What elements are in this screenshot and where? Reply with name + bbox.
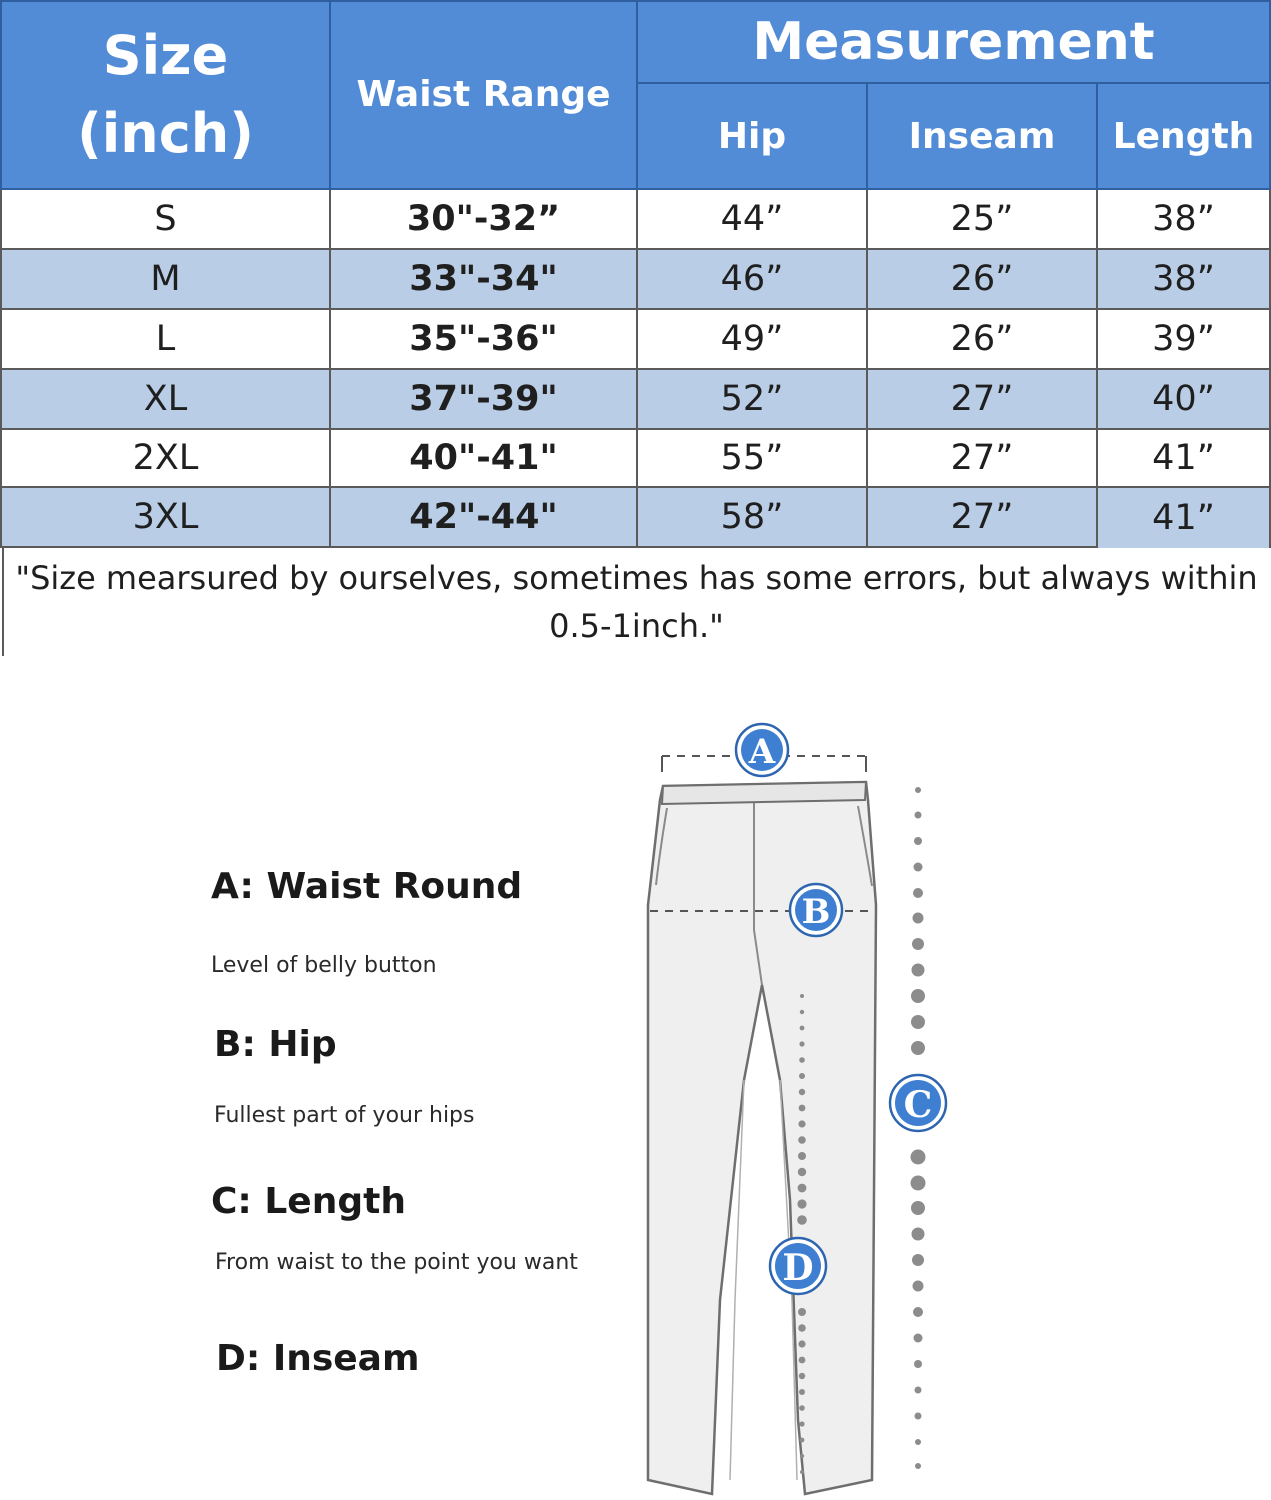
header-size-line2: (inch): [77, 102, 254, 165]
cell-waist: 40"-41": [331, 430, 638, 488]
cell-inseam: 27”: [868, 488, 1098, 548]
cell-length: 41”: [1098, 430, 1271, 488]
note-line1: "Size mearsured by ourselves, sometimes has some errors, but always within: [15, 559, 1258, 597]
pants-illustration: [648, 782, 876, 1494]
header-measurement-label: Measurement: [752, 12, 1155, 72]
cell-inseam: 25”: [868, 190, 1098, 250]
badge-b-letter: B: [801, 892, 831, 932]
cell-size: 3XL: [0, 488, 331, 548]
cell-length: 38”: [1098, 250, 1271, 310]
desc-hip: Fullest part of your hips: [214, 1103, 475, 1128]
badge-c-letter: C: [903, 1084, 933, 1126]
badge-b: [790, 884, 842, 936]
badge-a: [736, 724, 788, 776]
cell-waist: 35"-36": [331, 310, 638, 370]
header-inseam: [866, 82, 1098, 190]
desc-length: From waist to the point you want: [215, 1250, 578, 1275]
header-length-label: Length: [1112, 115, 1255, 157]
cell-size: S: [0, 190, 331, 250]
note-line2: 0.5-1inch.": [549, 607, 724, 645]
cell-size: M: [0, 250, 331, 310]
badge-a-letter: A: [748, 732, 776, 772]
cell-hip: 58”: [638, 488, 868, 548]
cell-waist: 37"-39": [331, 370, 638, 430]
cell-hip: 52”: [638, 370, 868, 430]
label-hip: B: Hip: [214, 1024, 337, 1065]
cell-size: XL: [0, 370, 331, 430]
badge-c: [890, 1075, 946, 1131]
cell-waist: 30"-32”: [331, 190, 638, 250]
cell-hip: 46”: [638, 250, 868, 310]
cell-waist: 42"-44": [331, 488, 638, 548]
cell-waist: 33"-34": [331, 250, 638, 310]
cell-hip: 44”: [638, 190, 868, 250]
cell-hip: 49”: [638, 310, 868, 370]
label-waist-round: A: Waist Round: [211, 866, 523, 907]
header-inseam-label: Inseam: [908, 115, 1056, 157]
cell-length: 39”: [1098, 310, 1271, 370]
cell-inseam: 27”: [868, 370, 1098, 430]
cell-length: 41”: [1098, 488, 1271, 548]
cell-hip: 55”: [638, 430, 868, 488]
cell-size: L: [0, 310, 331, 370]
label-inseam: D: Inseam: [216, 1338, 420, 1379]
pants-diagram: [600, 700, 1020, 1500]
cell-inseam: 26”: [868, 310, 1098, 370]
header-hip: [636, 82, 868, 190]
header-waist-range-label: Waist Range: [356, 74, 611, 115]
desc-waist-round: Level of belly button: [211, 953, 437, 978]
badge-d: [770, 1238, 826, 1294]
badge-d-letter: D: [782, 1247, 814, 1289]
header-hip-label: Hip: [717, 115, 787, 157]
cell-length: 40”: [1098, 370, 1271, 430]
cell-size: 2XL: [0, 430, 331, 488]
measurement-note: [2, 548, 1269, 656]
label-length: C: Length: [211, 1181, 406, 1222]
header-waist-range: [329, 0, 638, 190]
header-size: [0, 0, 331, 190]
header-measurement: [636, 0, 1271, 84]
cell-inseam: 26”: [868, 250, 1098, 310]
header-size-line1: Size: [102, 24, 229, 87]
header-length: [1096, 82, 1271, 190]
cell-length: 38”: [1098, 190, 1271, 250]
cell-inseam: 27”: [868, 430, 1098, 488]
